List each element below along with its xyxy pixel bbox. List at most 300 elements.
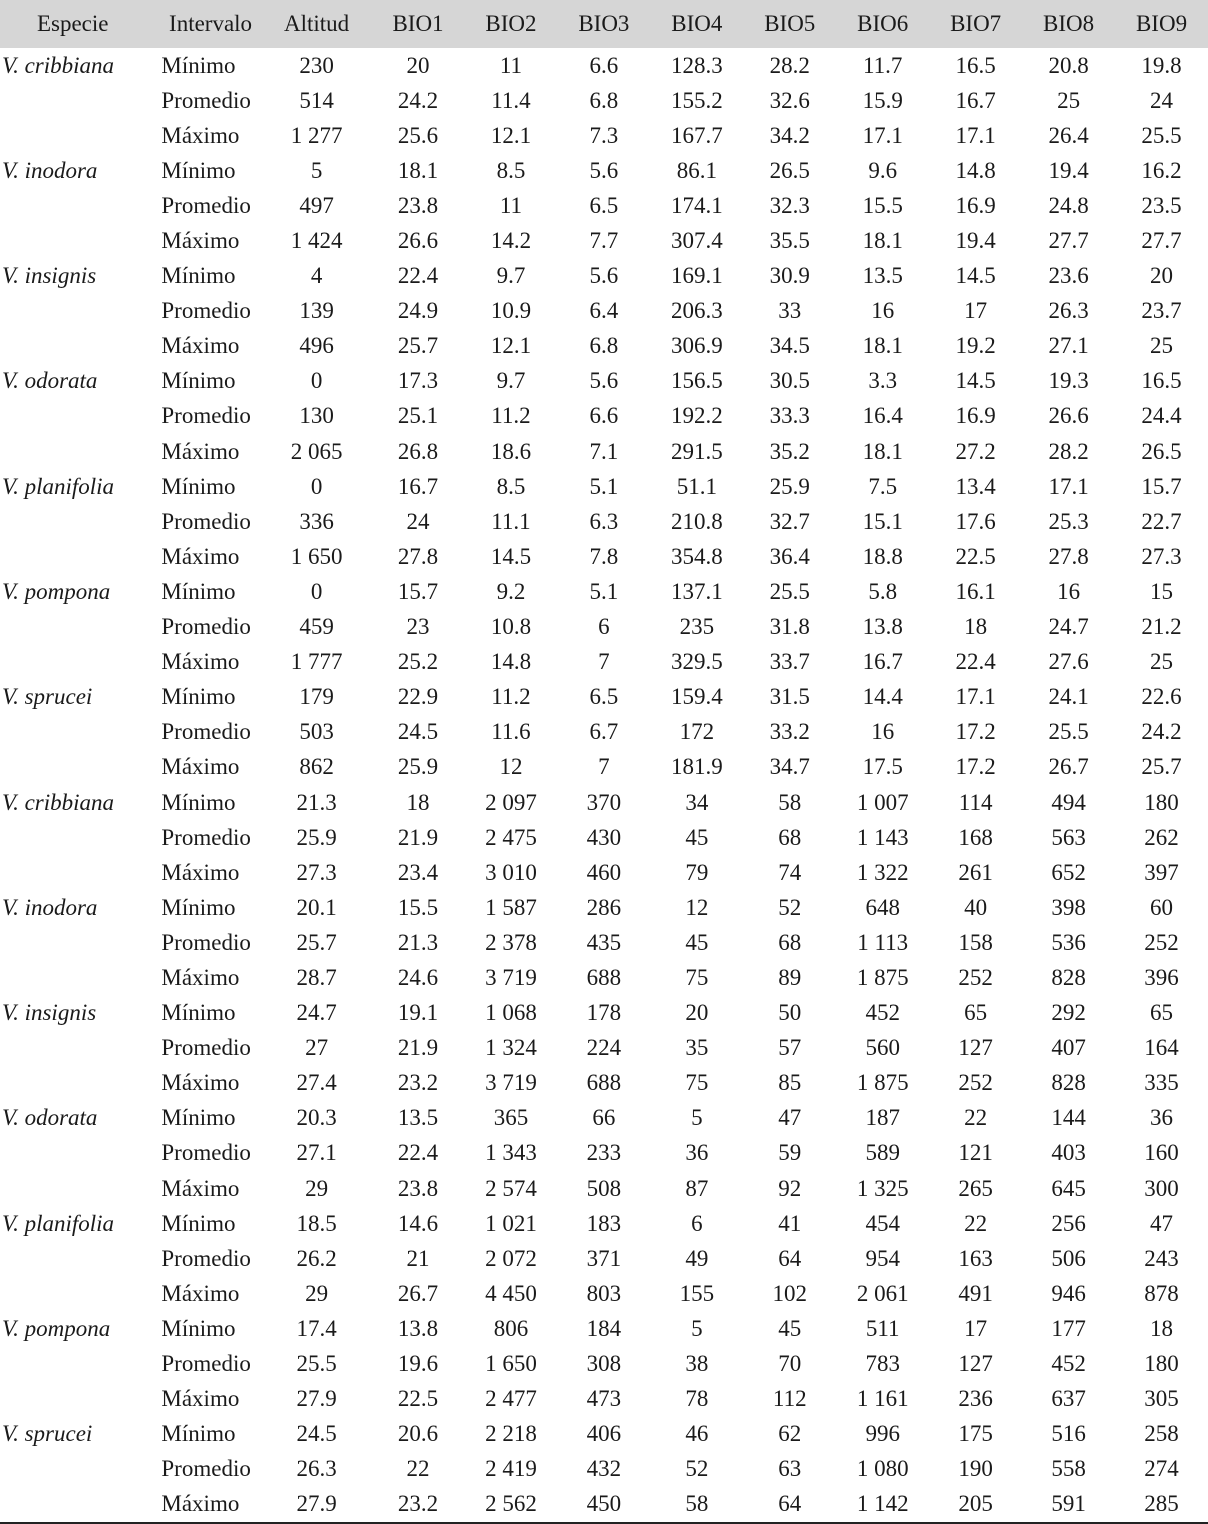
value-cell: 158 [958,929,993,955]
value-cell: 26.3 [296,1456,337,1482]
species-cell: V. inodora [2,157,98,183]
value-cell: 261 [958,859,993,885]
value-cell: 26.6 [397,228,439,254]
value-cell: 14.5 [490,543,532,569]
value-cell: 27.7 [1048,228,1089,254]
value-cell: 286 [586,894,622,920]
value-cell: 5.6 [589,157,619,183]
value-cell: 1 875 [856,1070,909,1096]
value-cell: 503 [299,719,334,745]
species-cell [0,960,159,995]
value-cell: 6 [691,1210,703,1236]
interval-cell: Promedio [161,1140,251,1166]
column-header-bio2: BIO2 [485,11,537,36]
value-cell: 13.5 [862,263,903,289]
value-cell: 1 587 [485,894,537,920]
value-cell: 127 [958,1035,993,1061]
value-cell: 24.2 [1141,719,1182,745]
value-cell: 22 [964,1105,988,1131]
value-cell: 30.5 [769,368,810,394]
column-header-bio1: BIO1 [392,11,444,36]
interval-cell: Mínimo [161,789,236,815]
species-cell: V. planifolia [2,473,115,499]
value-cell: 1 161 [856,1386,909,1412]
value-cell: 168 [958,824,993,850]
value-cell: 7.8 [589,543,619,569]
interval-cell: Máximo [161,543,240,569]
value-cell: 155.2 [670,87,723,113]
value-cell: 7.5 [868,473,898,499]
column-header-bio9: BIO9 [1135,11,1188,36]
value-cell: 262 [1144,824,1179,850]
value-cell: 1 325 [856,1175,909,1201]
interval-cell: Mínimo [161,473,236,499]
value-cell: 46 [685,1421,709,1447]
value-cell: 5.1 [589,578,619,604]
value-cell: 75 [685,1070,709,1096]
value-cell: 17 [964,1315,988,1341]
value-cell: 688 [586,1070,622,1096]
value-cell: 16.9 [955,403,996,429]
value-cell: 32.3 [769,192,810,218]
value-cell: 7.1 [589,438,619,464]
value-cell: 23 [406,614,430,640]
species-cell [0,1452,159,1487]
value-cell: 21 [406,1245,430,1271]
interval-cell: Promedio [161,87,251,113]
table-row [0,188,1208,223]
value-cell: 45 [778,1315,802,1341]
interval-cell: Máximo [161,649,240,675]
value-cell: 354.8 [670,543,723,569]
value-cell: 27.3 [296,859,337,885]
value-cell: 23.6 [1048,263,1089,289]
value-cell: 2 218 [485,1421,537,1447]
value-cell: 13.4 [955,473,996,499]
value-cell: 18 [964,614,988,640]
species-cell [0,399,159,434]
value-cell: 36.4 [769,543,810,569]
interval-cell: Mínimo [161,368,236,394]
value-cell: 23.7 [1141,298,1182,324]
table-row [0,329,1208,364]
value-cell: 563 [1051,824,1086,850]
table-row [0,153,1208,188]
value-cell: 1 424 [290,228,343,254]
value-cell: 205 [929,1487,1022,1523]
interval-cell: Promedio [161,614,251,640]
value-cell: 17.1 [955,122,996,148]
value-cell: 180 [1144,789,1179,815]
value-cell: 26.7 [1048,754,1089,780]
interval-cell: Mínimo [161,52,236,78]
value-cell: 163 [958,1245,993,1271]
value-cell: 21.3 [397,929,439,955]
table-row [0,48,1208,83]
value-cell: 144 [1051,1105,1086,1131]
value-cell: 12 [685,894,709,920]
value-cell: 60 [1150,894,1174,920]
value-cell: 15.1 [862,508,903,534]
species-cell: V. insignis [2,1000,97,1026]
column-header-bio3: BIO3 [578,11,630,36]
value-cell: 511 [865,1315,900,1341]
interval-cell: Promedio [161,929,251,955]
column-header-bio6: BIO6 [857,11,909,36]
species-cell [0,1031,159,1066]
value-cell: 41 [778,1210,802,1236]
value-cell: 23.4 [397,859,439,885]
value-cell: 58 [778,789,802,815]
value-cell: 508 [586,1175,622,1201]
value-cell: 954 [865,1245,900,1271]
value-cell: 26.5 [769,157,810,183]
value-cell: 20.6 [397,1421,439,1447]
value-cell: 25 [1057,87,1081,113]
species-cell: V. insignis [2,263,97,289]
value-cell: 16 [871,719,895,745]
table-row [0,855,1208,890]
value-cell: 30.9 [769,263,810,289]
value-cell: 406 [586,1421,622,1447]
value-cell: 13.5 [397,1105,439,1131]
value-cell: 18.8 [862,543,903,569]
value-cell: 22 [964,1210,988,1236]
table-row [0,645,1208,680]
value-cell: 23.8 [397,192,439,218]
value-cell: 36 [685,1140,709,1166]
value-cell: 305 [1144,1386,1179,1412]
value-cell: 24.7 [296,1000,337,1026]
value-cell: 26.3 [1048,298,1089,324]
value-cell: 1 777 [290,649,343,675]
species-cell [0,504,159,539]
value-cell: 459 [299,614,334,640]
value-cell: 33.3 [769,403,810,429]
value-cell: 22.4 [397,263,439,289]
table-row [0,1346,1208,1381]
value-cell: 589 [865,1140,900,1166]
table-row [0,785,1208,820]
table-row [0,399,1208,434]
value-cell: 49 [685,1245,709,1271]
interval-cell: Máximo [161,1280,240,1306]
value-cell: 74 [778,859,802,885]
table-row [0,750,1208,785]
value-cell: 1 322 [856,859,909,885]
value-cell: 14.4 [862,684,903,710]
interval-cell: Promedio [161,719,251,745]
value-cell: 2 065 [290,438,343,464]
value-cell: 18 [1150,1315,1174,1341]
table-row [0,259,1208,294]
value-cell: 1 650 [485,1351,537,1377]
value-cell: 3 010 [485,859,537,885]
interval-cell: Mínimo [161,1315,236,1341]
value-cell: 591 [1022,1487,1115,1523]
value-cell: 24.5 [397,719,439,745]
table-row [0,574,1208,609]
value-cell: 19.2 [955,333,996,359]
value-cell: 62 [778,1421,802,1447]
value-cell: 473 [586,1386,622,1412]
value-cell: 25 [1150,333,1174,359]
value-cell: 38 [685,1351,709,1377]
value-cell: 14.2 [490,228,532,254]
value-cell: 85 [778,1070,802,1096]
value-cell: 24.2 [397,87,439,113]
value-cell: 1 021 [485,1210,537,1236]
value-cell: 25.5 [1141,122,1182,148]
value-cell: 335 [1144,1070,1179,1096]
value-cell: 22.9 [397,684,439,710]
value-cell: 26.5 [1141,438,1182,464]
value-cell: 137.1 [670,578,723,604]
value-cell: 183 [586,1210,622,1236]
table-row [0,504,1208,539]
table-row [0,539,1208,574]
value-cell: 306.9 [670,333,723,359]
value-cell: 27.1 [1048,333,1089,359]
value-cell: 172 [679,719,715,745]
table-row [0,610,1208,645]
value-cell: 52 [685,1456,709,1482]
value-cell: 25 [1150,649,1174,675]
value-cell: 187 [865,1105,900,1131]
value-cell: 27.9 [262,1487,372,1523]
table-row [0,1206,1208,1241]
value-cell: 25.3 [1048,508,1089,534]
value-cell: 15.5 [862,192,903,218]
species-cell: V. pompona [2,578,111,604]
interval-cell: Promedio [161,1456,251,1482]
value-cell: 68 [778,929,802,955]
value-cell: 16.1 [955,578,996,604]
species-cell [0,1276,159,1311]
value-cell: 47 [778,1105,802,1131]
value-cell: 2 378 [485,929,537,955]
value-cell: 45 [685,929,709,955]
value-cell: 16.5 [955,52,996,78]
value-cell: 6.5 [589,684,619,710]
value-cell: 430 [586,824,622,850]
table-row [0,118,1208,153]
value-cell: 15.9 [862,87,903,113]
table-row [0,680,1208,715]
value-cell: 9.7 [496,263,526,289]
value-cell: 5 [691,1105,703,1131]
value-cell: 233 [586,1140,622,1166]
value-cell: 178 [586,1000,622,1026]
interval-cell: Mínimo [161,157,236,183]
value-cell: 36 [1150,1105,1174,1131]
value-cell: 862 [299,754,334,780]
value-cell: 19.3 [1048,368,1089,394]
value-cell: 0 [310,368,323,394]
species-cell [0,1171,159,1206]
interval-cell: Mínimo [161,1000,236,1026]
value-cell: 23.2 [372,1487,465,1523]
value-cell: 64 [778,1245,802,1271]
value-cell: 8.5 [496,473,526,499]
value-cell: 5.6 [589,263,619,289]
value-cell: 31.5 [769,684,810,710]
interval-cell: Promedio [161,824,251,850]
species-cell: V. cribbiana [2,52,115,78]
value-cell: 2 097 [485,789,537,815]
value-cell: 25.5 [769,578,810,604]
value-cell: 5.6 [589,368,619,394]
value-cell: 34.5 [769,333,810,359]
value-cell: 2 562 [464,1487,557,1523]
value-cell: 51.1 [676,473,717,499]
interval-cell: Máximo [161,1070,240,1096]
value-cell: 11.4 [491,87,531,113]
value-cell: 68 [778,824,802,850]
value-cell: 25.5 [1048,719,1089,745]
value-cell: 21.2 [1141,614,1182,640]
value-cell: 365 [493,1105,529,1131]
value-cell: 3 719 [485,1070,537,1096]
value-cell: 7 [598,649,610,675]
column-header-especie: Especie [36,11,109,36]
interval-cell: Máximo [161,333,240,359]
value-cell: 13.8 [397,1315,439,1341]
value-cell: 285 [1115,1487,1208,1523]
value-cell: 1 343 [485,1140,537,1166]
value-cell: 1 277 [290,122,343,148]
value-cell: 65 [964,1000,988,1026]
value-cell: 28.2 [769,52,810,78]
value-cell: 0 [310,578,323,604]
value-cell: 16.9 [955,192,996,218]
value-cell: 11 [499,52,523,78]
value-cell: 4 [310,263,323,289]
value-cell: 10.9 [490,298,532,324]
value-cell: 25.2 [397,649,439,675]
value-cell: 11.2 [491,684,531,710]
value-cell: 17.1 [955,684,996,710]
value-cell: 35 [685,1035,709,1061]
value-cell: 1 080 [856,1456,909,1482]
table-row [0,1136,1208,1171]
value-cell: 398 [1051,894,1086,920]
value-cell: 560 [865,1035,900,1061]
value-cell: 9.6 [868,157,898,183]
value-cell: 175 [958,1421,993,1447]
value-cell: 70 [778,1351,802,1377]
species-cell [0,855,159,890]
value-cell: 102 [772,1280,807,1306]
value-cell: 1 324 [485,1035,537,1061]
value-cell: 16 [1057,578,1081,604]
value-cell: 1 068 [485,1000,537,1026]
value-cell: 435 [586,929,622,955]
value-cell: 19.1 [397,1000,439,1026]
value-cell: 652 [1051,859,1086,885]
table-row [0,890,1208,925]
value-cell: 1 143 [856,824,909,850]
value-cell: 27.4 [296,1070,337,1096]
value-cell: 454 [865,1210,900,1236]
value-cell: 491 [958,1280,993,1306]
species-cell [0,539,159,574]
value-cell: 252 [1144,929,1179,955]
species-cell [0,329,159,364]
value-cell: 63 [778,1456,802,1482]
value-cell: 16 [871,298,895,324]
species-cell: V. inodora [2,894,98,920]
value-cell: 15 [1150,578,1174,604]
value-cell: 16.4 [862,403,903,429]
table-row [0,715,1208,750]
value-cell: 308 [586,1351,622,1377]
value-cell: 27.1 [296,1140,337,1166]
value-cell: 25.5 [296,1351,337,1377]
value-cell: 156.5 [670,368,723,394]
interval-cell: Mínimo [161,263,236,289]
value-cell: 25.9 [296,824,337,850]
value-cell: 192.2 [670,403,723,429]
value-cell: 452 [865,1000,900,1026]
value-cell: 27.7 [1141,228,1182,254]
value-cell: 159.4 [670,684,723,710]
value-cell: 174.1 [670,192,723,218]
value-cell: 307.4 [670,228,723,254]
table-row [0,1171,1208,1206]
value-cell: 34.7 [769,754,810,780]
value-cell: 224 [586,1035,622,1061]
value-cell: 19.4 [1048,157,1089,183]
value-cell: 26.8 [397,438,439,464]
value-cell: 14.5 [955,368,996,394]
value-cell: 57 [778,1035,802,1061]
value-cell: 17.1 [1048,473,1089,499]
value-cell: 26.4 [1048,122,1089,148]
value-cell: 0 [310,473,323,499]
value-cell: 14.8 [955,157,996,183]
interval-cell: Promedio [161,192,251,218]
value-cell: 258 [1144,1421,1179,1447]
value-cell: 3.3 [868,368,898,394]
value-cell: 177 [1051,1315,1086,1341]
value-cell: 828 [1051,1070,1086,1096]
table-row [0,1452,1208,1487]
value-cell: 27.3 [1141,543,1182,569]
value-cell: 24.4 [1141,403,1182,429]
species-cell [0,188,159,223]
value-cell: 112 [772,1386,807,1412]
species-cell [0,645,159,680]
value-cell: 371 [586,1245,622,1271]
value-cell: 996 [865,1421,900,1447]
table-row [0,223,1208,258]
value-cell: 20.1 [296,894,337,920]
value-cell: 25.7 [1141,754,1182,780]
species-cell [0,715,159,750]
interval-cell: Mínimo [161,578,236,604]
value-cell: 6 [598,614,610,640]
value-cell: 496 [299,333,334,359]
species-cell: V. planifolia [2,1210,115,1236]
table-row [0,996,1208,1031]
species-cell [0,294,159,329]
species-cell [0,750,159,785]
value-cell: 645 [1051,1175,1086,1201]
value-cell: 27.8 [1048,543,1089,569]
value-cell: 19.6 [397,1351,439,1377]
interval-cell: Promedio [161,1035,251,1061]
